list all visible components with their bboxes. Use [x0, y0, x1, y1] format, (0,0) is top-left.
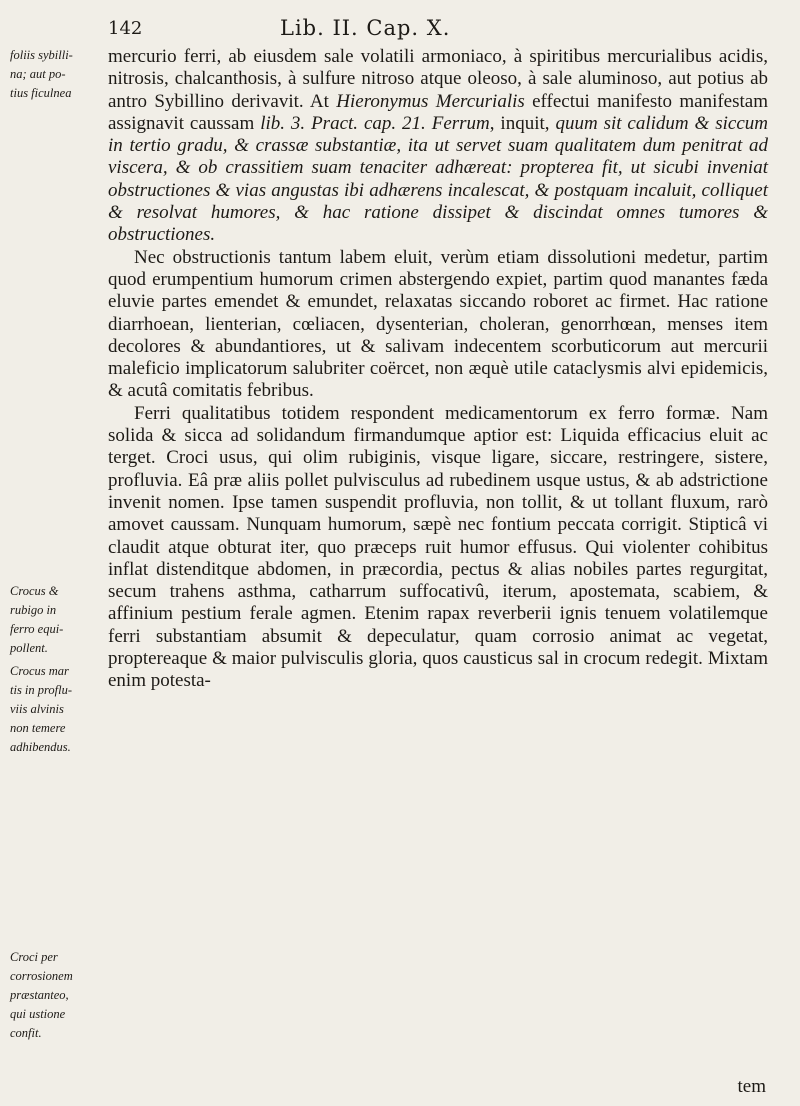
- quotation: quum sit calidum & siccum in tertio gradu, & crassæ substantiæ, ita ut servet suam qualitatem dum penitrat ad viscera, & ob crassitiem suam tenaciter adhæreat: propterea fit, ut sicubi inveniat obstructiones & vias angustas ibi adhærens incalescat, & postquam incaluit, colliquet & resolvat humores, & hac ratione dissipet & discindat omnes tumores & obstructiones.: [108, 112, 769, 246]
- quote-start: Ferrum: [425, 112, 490, 134]
- p1-text-c: , inquit,: [489, 112, 556, 134]
- author-name: Hieronymus Mercurialis: [336, 90, 525, 112]
- paragraph-1: [108, 46, 768, 247]
- citation: lib. 3. Pract. cap. 21.: [260, 112, 426, 134]
- margin-notes: [0, 0, 100, 1106]
- margin-note-4: Croci per corrosionem præstanteo, qui ustione confit.: [10, 950, 73, 1040]
- margin-note-1: foliis sybilli- na; aut po- tius ficulnea: [10, 48, 73, 100]
- running-head: Lib. II. Cap. X.: [280, 16, 451, 40]
- p1-text-a: mercurio ferri, ab eiusdem sale volatili armoniaco, à spiritibus mercurialibus acidis, nitrosis, chalcanthosis, à sulfure nitroso atque oleoso, à sale aluminoso, aut potius ab antro Sybillino derivavit. At: [108, 46, 768, 112]
- paragraph-2: Nec obstructionis tantum labem eluit, verùm etiam dissolutioni medetur, partim quod erumpentium humorum crimen abstergendo expiet, partim quod manantes fæda eluvie partes emendet & emundet, relaxatas siccando roboret ac firmet. Hac ratione diarrhoean, lienterian, cœliacen, dysenterian, choleran, genorrhœan, menses item decolores & abundantiores, ut & salivam indecentem scorbuticorum aut mercurii maleficio implicatorum salubriter coërcet, non æquè utile cataclysmis alvi epidemicis, & acutâ comitatis febribus.: [108, 246, 768, 402]
- page-header: [108, 16, 768, 46]
- p1-text-b: effectui manifesto manifestam assignavit caussam: [108, 90, 768, 134]
- page-number: 142: [108, 18, 143, 39]
- main-text: [108, 46, 768, 693]
- margin-note-3: Crocus mar tis in proflu- viis alvinis non temere adhibendus.: [10, 664, 73, 754]
- catchword: tem: [737, 1076, 766, 1097]
- paragraph-3: Ferri qualitatibus totidem respondent medicamentorum ex ferro formæ. Nam solida & sicca ad solidandum firmandumque aptior est: Liquida efficacius eluit ac terget. Croci usus, qui olim rubiginis, visque ligare, siccare, restringere, sistere, profluvia. Eâ præ aliis pollet pulvisculus ad rubedinem usque ustus, & ab adstrictione invenit nomen. Ipse tamen suspendit profluvia, non tollit, & ut tollant fluxum, rarò amovet caussam. Nunquam humorum, sæpè nec fontium peccata corrigit. Stipticâ vi claudit atque obturat iter, quo præceps ruit humor effusus. Qui violenter cohibitus inflat distenditque abdomen, in præcordia, pectus & alias nobiles partes regurgitat, secum trahens asthma, catharrum suffocativû, iterum, apostemata, scabiem, & affinium pestium ferale agmen. Etenim rapax reverberii ignis tenuem volatilemque ferri substantiam absumit & depeculatur, quam corrosio animat ac vegetat, proptereaque & maior pulvisculis gloria, quos causticus sal in crocum redegit. Mixtam enim potesta-: [108, 402, 768, 692]
- margin-note-2: Crocus & rubigo in ferro equi- pollent.: [10, 584, 64, 655]
